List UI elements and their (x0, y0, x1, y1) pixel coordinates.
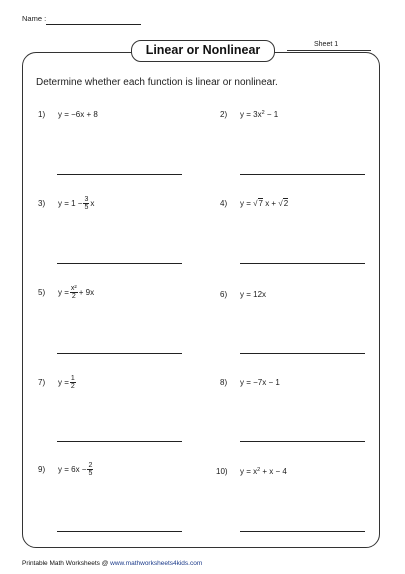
problem-expression: y = $\frac{1}{2}$ (58, 375, 75, 390)
problem-number: 5) (38, 288, 46, 297)
answer-line-5[interactable] (57, 353, 182, 354)
sheet-label: Sheet 1 (314, 41, 339, 48)
answer-line-1[interactable] (57, 174, 182, 175)
problem-expression: y = 6x − $\frac{2}{5}$ (58, 462, 93, 477)
footer-text: Printable Math Worksheets @ (22, 560, 109, 567)
problem-expression: $y = x^2 + x - 4$ (240, 467, 287, 476)
problem-number: 6) (220, 290, 228, 299)
footer-url[interactable]: www.mathworksheets4kids.com (110, 560, 203, 567)
answer-line-4[interactable] (240, 263, 365, 264)
problem-6 (220, 290, 266, 299)
answer-line-3[interactable] (57, 263, 182, 264)
problem-2 (220, 110, 278, 119)
sheet-line (287, 50, 371, 51)
problem-expression: y = −7x − 1 (240, 378, 280, 387)
answer-line-6[interactable] (240, 353, 365, 354)
problem-number: 2) (220, 110, 228, 119)
name-label: Name : (22, 14, 47, 23)
problem-expression: y = −6x + 8 (58, 110, 98, 119)
problem-1 (38, 110, 98, 119)
problem-expression: y = 12x (240, 290, 267, 299)
problem-number: 1) (38, 110, 46, 119)
problem-number: 8) (220, 378, 228, 387)
answer-line-8[interactable] (240, 441, 365, 442)
problem-expression: y = √7 x + √2 (240, 199, 289, 208)
worksheet-title: Linear or Nonlinear (131, 40, 275, 62)
problem-number: 4) (220, 199, 228, 208)
answer-line-2[interactable] (240, 174, 365, 175)
problem-3 (38, 196, 94, 211)
problem-9 (38, 462, 94, 477)
answer-line-9[interactable] (57, 531, 182, 532)
problem-expression: y = $\frac{\text{x²}}{2}$ + 9x (58, 285, 95, 300)
problem-expression: y = 1 − $\frac{3}{5}$ x (58, 196, 95, 211)
problem-number: 10) (216, 467, 228, 476)
name-line (46, 24, 141, 25)
problem-number: 9) (38, 465, 46, 474)
footer (22, 560, 202, 567)
problem-7 (38, 375, 77, 390)
problem-10 (216, 467, 287, 476)
problem-5 (38, 285, 94, 300)
answer-line-10[interactable] (240, 531, 365, 532)
problem-expression: $y = 3x^2 - 1$ (240, 110, 279, 119)
problem-number: 3) (38, 199, 46, 208)
answer-line-7[interactable] (57, 441, 182, 442)
problem-4 (220, 199, 288, 208)
instructions: Determine whether each function is linear or nonlinear. (36, 77, 278, 88)
problem-number: 7) (38, 378, 46, 387)
problem-8 (220, 378, 280, 387)
